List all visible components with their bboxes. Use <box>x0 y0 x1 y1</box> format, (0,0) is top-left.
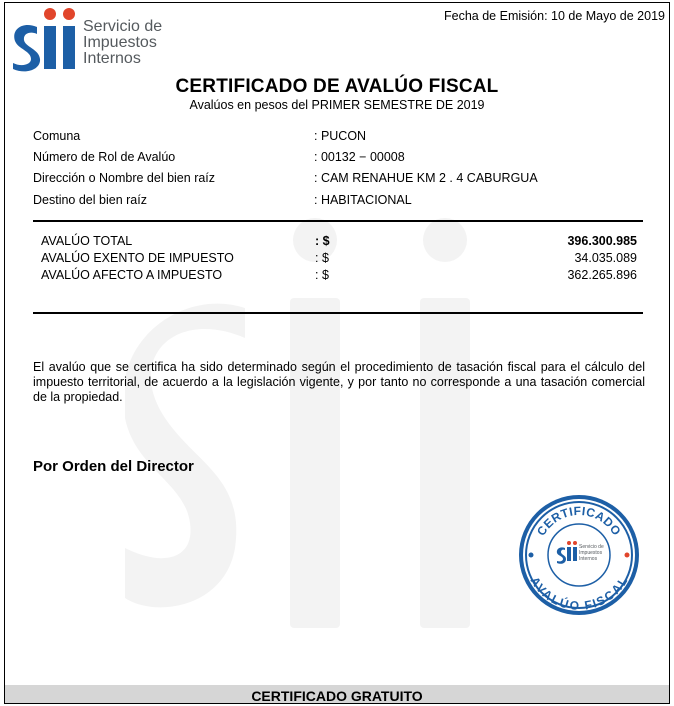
logo-line-3: Internos <box>83 50 141 67</box>
valuation-statement: El avalúo que se certifica ha sido determinado según el procedimiento de tasación fiscal para el cálculo del impuesto territorial, de acuerdo a la legislación vigente, y por tanto no corresponde a una tasación comercial de la propiedad. <box>33 360 645 404</box>
amount-label: AVALÚO AFECTO A IMPUESTO <box>41 268 223 282</box>
seal-org-line-1: Servicio de <box>579 544 604 550</box>
amount-value: 396.300.985 <box>567 234 637 248</box>
amount-currency: : $ <box>315 268 329 282</box>
amount-label: AVALÚO EXENTO DE IMPUESTO <box>41 251 234 265</box>
logo-org-name <box>83 19 162 67</box>
signature-line: Por Orden del Director <box>33 458 194 475</box>
amount-row-afecto <box>41 268 637 284</box>
logo-line-1: Servicio de <box>83 18 163 35</box>
issue-date: Fecha de Emisión: 10 de Mayo de 2019 <box>444 9 665 23</box>
amount-currency: : $ <box>315 251 329 265</box>
certificate-title: CERTIFICADO DE AVALÚO FISCAL <box>175 76 499 97</box>
divider-top <box>33 220 643 222</box>
info-value: : PUCON <box>314 129 367 143</box>
seal-bottom-text: AVALÚO FISCAL <box>527 574 631 614</box>
info-label: Destino del bien raíz <box>33 193 147 207</box>
info-label: Número de Rol de Avalúo <box>33 150 176 164</box>
amount-label: AVALÚO TOTAL <box>41 234 133 248</box>
certificate-page <box>4 2 670 704</box>
info-label: Comuna <box>33 129 81 143</box>
divider-bottom <box>33 312 643 314</box>
footer-banner: CERTIFICADO GRATUITO <box>5 685 669 703</box>
seal-org-line-2: Impuestos <box>579 550 603 556</box>
certificate-seal-icon <box>517 493 641 617</box>
amount-row-total <box>41 234 637 250</box>
certificate-subtitle: Avalúos en pesos del PRIMER SEMESTRE DE 2019 <box>189 98 485 112</box>
info-value: : CAM RENAHUE KM 2 . 4 CABURGUA <box>314 171 538 185</box>
amount-currency: : $ <box>315 234 330 248</box>
info-value: : 00132 − 00008 <box>314 150 405 164</box>
seal-top-text: CERTIFICADO <box>534 503 624 539</box>
amount-row-exento <box>41 251 637 267</box>
amount-value: 34.035.089 <box>574 251 637 265</box>
logo-line-2: Impuestos <box>83 34 157 51</box>
info-label: Dirección o Nombre del bien raíz <box>33 171 216 185</box>
sii-logo-icon <box>9 5 81 73</box>
info-value: : HABITACIONAL <box>314 193 412 207</box>
sii-logo <box>9 5 169 75</box>
amount-value: 362.265.896 <box>567 268 637 282</box>
seal-org-line-3: Internos <box>579 556 598 562</box>
